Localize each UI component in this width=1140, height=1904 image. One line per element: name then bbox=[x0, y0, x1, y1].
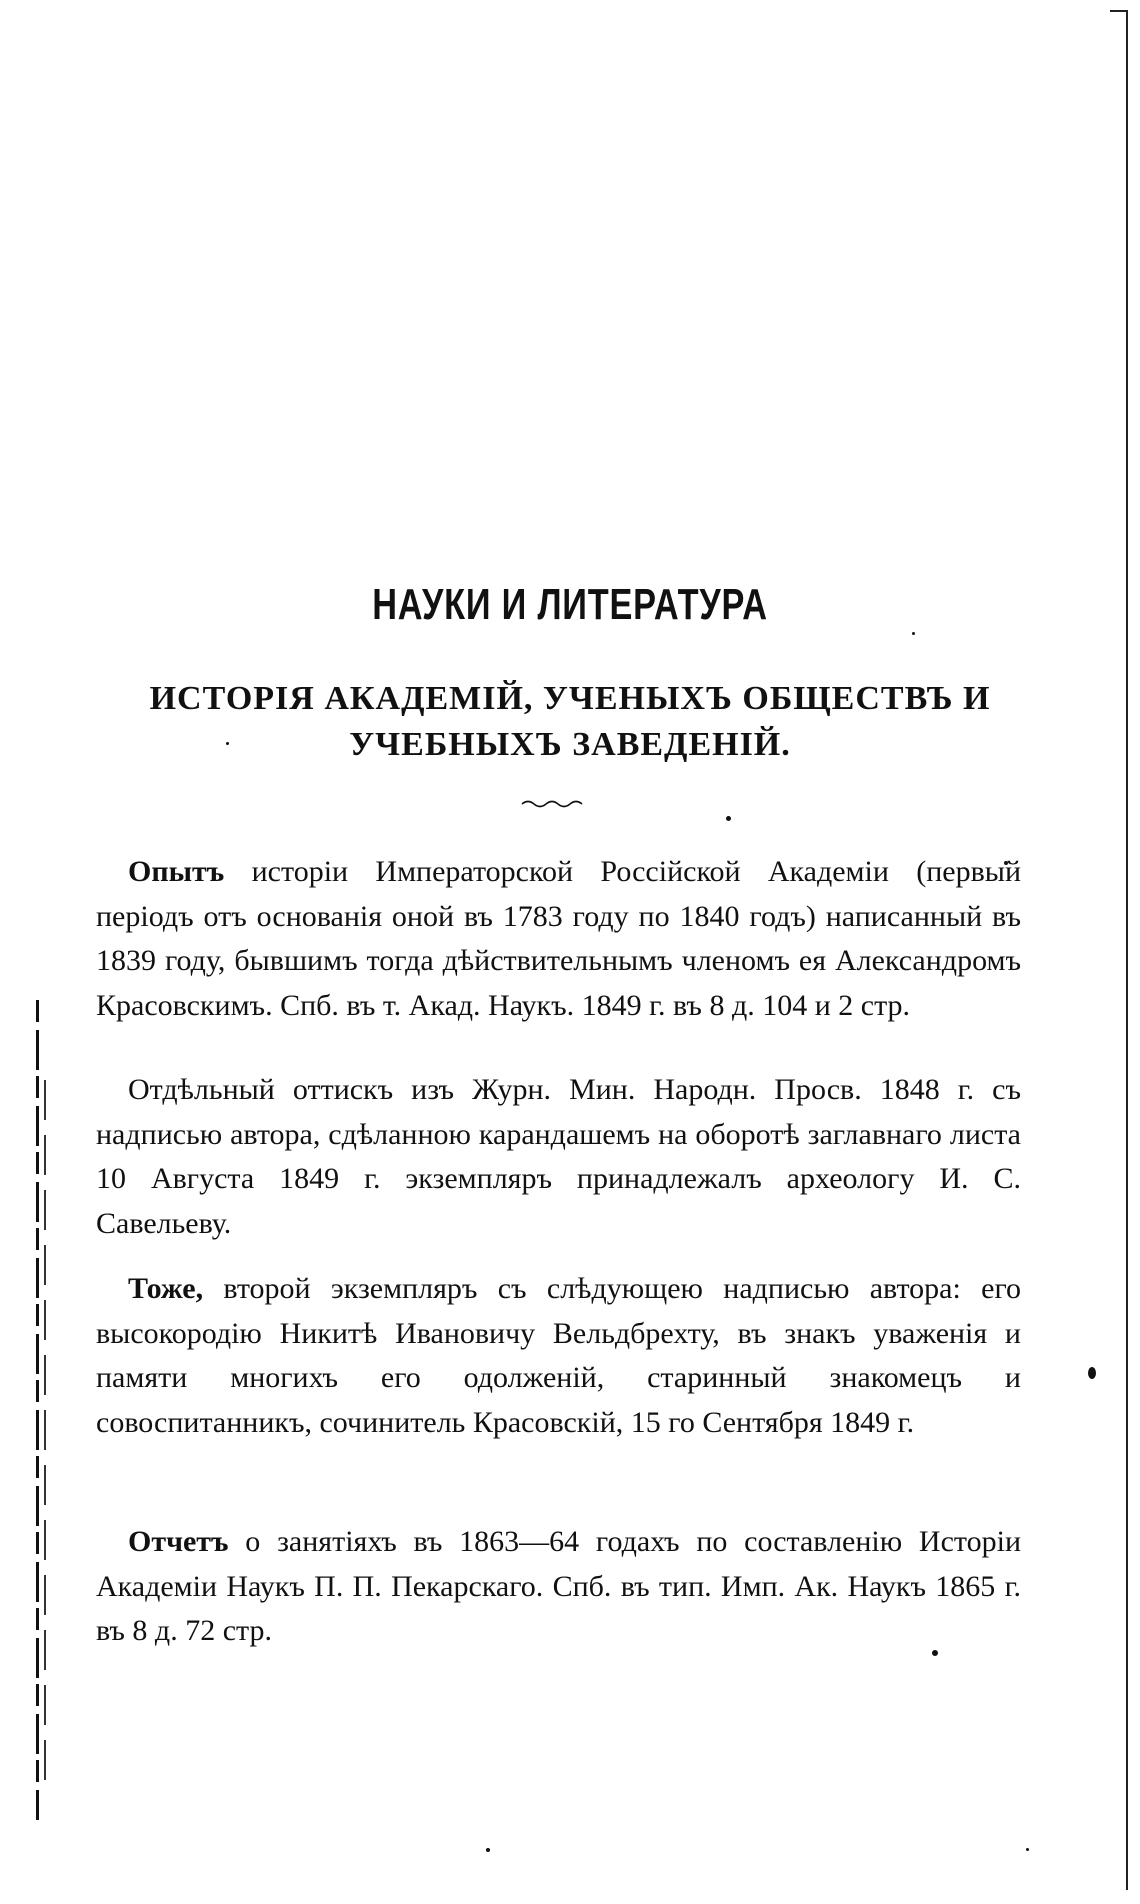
ink-speck bbox=[1088, 1367, 1096, 1379]
page-edge-tick bbox=[1110, 10, 1126, 12]
bibliography-note bbox=[96, 1068, 1021, 1246]
wavy-divider-ornament bbox=[520, 798, 588, 808]
binding-shadow-secondary bbox=[44, 1080, 46, 1780]
ink-speck bbox=[1026, 1848, 1029, 1851]
section-title: НАУКИ И ЛИТЕРАТУРА bbox=[372, 580, 768, 629]
entry-text: о занятіяхъ въ 1863—64 годахъ по составленію Исторіи Академіи Наукъ П. П. Пекарскаго. Спб. въ тип. Имп. Ак. Наукъ 1865 г. въ 8 д. 72 стр. bbox=[96, 1525, 1021, 1647]
subtitle-line-1: ИСТОРІЯ АКАДЕМІЙ, УЧЕНЫХЪ ОБЩЕСТВЪ И bbox=[149, 680, 991, 717]
entry-lead-word: Тоже, bbox=[128, 1272, 204, 1305]
entry-lead-word: Опытъ bbox=[128, 855, 225, 888]
subtitle-line-2: УЧЕБНЫХЪ ЗАВЕДЕНІЙ. bbox=[349, 726, 791, 763]
entry-text: второй экземпляръ съ слѣдующею надписью автора: его высокородію Никитѣ Ивановичу Вельдбрехту, въ знакъ уваженія и памяти многихъ его одолженій, старинный знакомецъ и совоспитанникъ, сочинитель Красовскій, 15 го Сентября 1849 г. bbox=[96, 1272, 1021, 1439]
binding-shadow bbox=[36, 1000, 39, 1820]
bibliography-entry bbox=[96, 850, 1021, 1028]
entry-lead-word: Отчетъ bbox=[128, 1525, 229, 1558]
ink-speck bbox=[912, 632, 915, 635]
ink-speck bbox=[726, 816, 731, 821]
entry-text: исторіи Императорской Россійской Академіи (первый періодъ отъ основанія оной въ 1783 году по 1840 годъ) написанный въ 1839 году, бывшимъ тогда дѣйствительнымъ членомъ ея Александромъ Красовскимъ. Спб. въ т. Акад. Наукъ. 1849 г. въ 8 д. 104 и 2 стр. bbox=[96, 855, 1021, 1022]
bibliography-entry bbox=[96, 1520, 1021, 1654]
section-subtitle bbox=[60, 676, 1080, 768]
entry-text: Отдѣльный оттискъ изъ Журн. Мин. Народн. Просв. 1848 г. съ надписью автора, сдѣланною карандашемъ на оборотѣ заглавнаго листа 10 Августа 1849 г. экземпляръ принадлежалъ археологу И. С. Савельеву. bbox=[96, 1073, 1021, 1240]
page-edge-line bbox=[1126, 10, 1128, 1890]
ink-speck bbox=[486, 1848, 490, 1852]
bibliography-entry bbox=[96, 1267, 1021, 1445]
